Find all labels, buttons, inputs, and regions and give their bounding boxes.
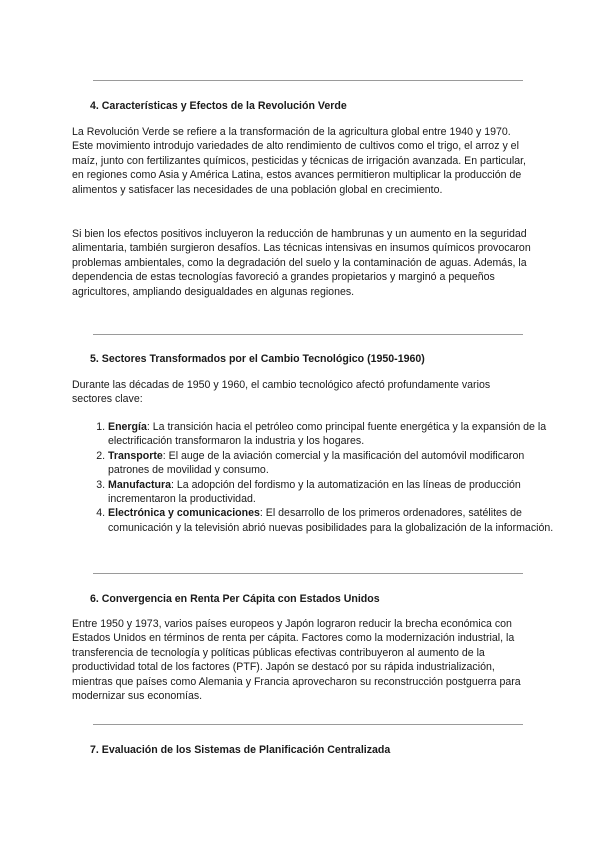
list-item-text: : La adopción del fordismo y la automatización en las líneas de producción incrementaron la productividad. xyxy=(108,478,521,506)
list-item-text: : El desarrollo de los primeros ordenadores, satélites de comunicación y la televisión abrió nuevas posibilidades para la globalización de la información. xyxy=(108,507,554,534)
sectors-list xyxy=(72,420,568,535)
list-item-term: Manufactura xyxy=(108,478,171,491)
list-item xyxy=(108,506,568,535)
section-4-paragraph-2: Si bien los efectos positivos incluyeron la reducción de hambrunas y un aumento en la seguridad alimentaria, también surgieron desafíos. Las técnicas intensivas en insumos químicos provocaron problemas ambientales, como la degradación del suelo y la contaminación de aguas. Además, la dependencia de estas tecnologías favoreció a grandes propietarios y marginó a pequeños agricultores, ampliando desigualdades en algunas regiones. xyxy=(72,228,531,298)
section-6-paragraph-1: Entre 1950 y 1973, varios países europeos y Japón lograron reducir la brecha económica con Estados Unidos en términos de renta per cápita. Factores como la modernización industrial, la transferencia de tecnología y políticas públicas efectivas contribuyeron al aumento de la productividad total de los factores (PTF). Japón se destacó por su rápida industrialización, mientras que países como Alemania y Francia aprovecharon su reconstrucción postguerra para modernizar sus economías. xyxy=(72,618,521,703)
section-4-paragraph-1: La Revolución Verde se refiere a la transformación de la agricultura global entre 1940 y 1970. Este movimiento introdujo variedades de alto rendimiento de cultivos como el trigo, el arroz y el maíz, junto con fertilizantes químicos, pesticidas y técnicas de irrigación avanzada. En particular, en regiones como Asia y América Latina, estos avances permitieron multiplicar la producción de alimentos y satisfacer las necesidades de una población global en crecimiento. xyxy=(72,126,526,196)
horizontal-rule xyxy=(93,334,523,335)
horizontal-rule xyxy=(93,80,523,81)
list-item xyxy=(108,449,568,478)
list-item xyxy=(108,478,568,507)
list-item-text: : El auge de la aviación comercial y la masificación del automóvil modificaron patrones de movilidad y consumo. xyxy=(108,449,525,477)
section-4-heading: 4. Características y Efectos de la Revolución Verde xyxy=(90,100,347,112)
list-item-term: Electrónica y comunicaciones xyxy=(108,507,260,520)
list-item-text: : La transición hacia el petróleo como principal fuente energética y la expansión de la electrificación transformaron la industria y los hogares. xyxy=(108,421,547,448)
horizontal-rule xyxy=(93,724,523,725)
section-5-intro: Durante las décadas de 1950 y 1960, el cambio tecnológico afectó profundamente varios sectores clave: xyxy=(72,379,491,406)
list-item-term: Energía xyxy=(108,421,147,433)
list-item-term: Transporte xyxy=(108,449,163,462)
section-5-heading: 5. Sectores Transformados por el Cambio Tecnológico (1950-1960) xyxy=(90,353,425,365)
horizontal-rule xyxy=(93,573,523,574)
section-7-heading: 7. Evaluación de los Sistemas de Planificación Centralizada xyxy=(90,744,391,756)
section-6-heading: 6. Convergencia en Renta Per Cápita con Estados Unidos xyxy=(90,593,380,605)
list-item xyxy=(108,420,568,449)
